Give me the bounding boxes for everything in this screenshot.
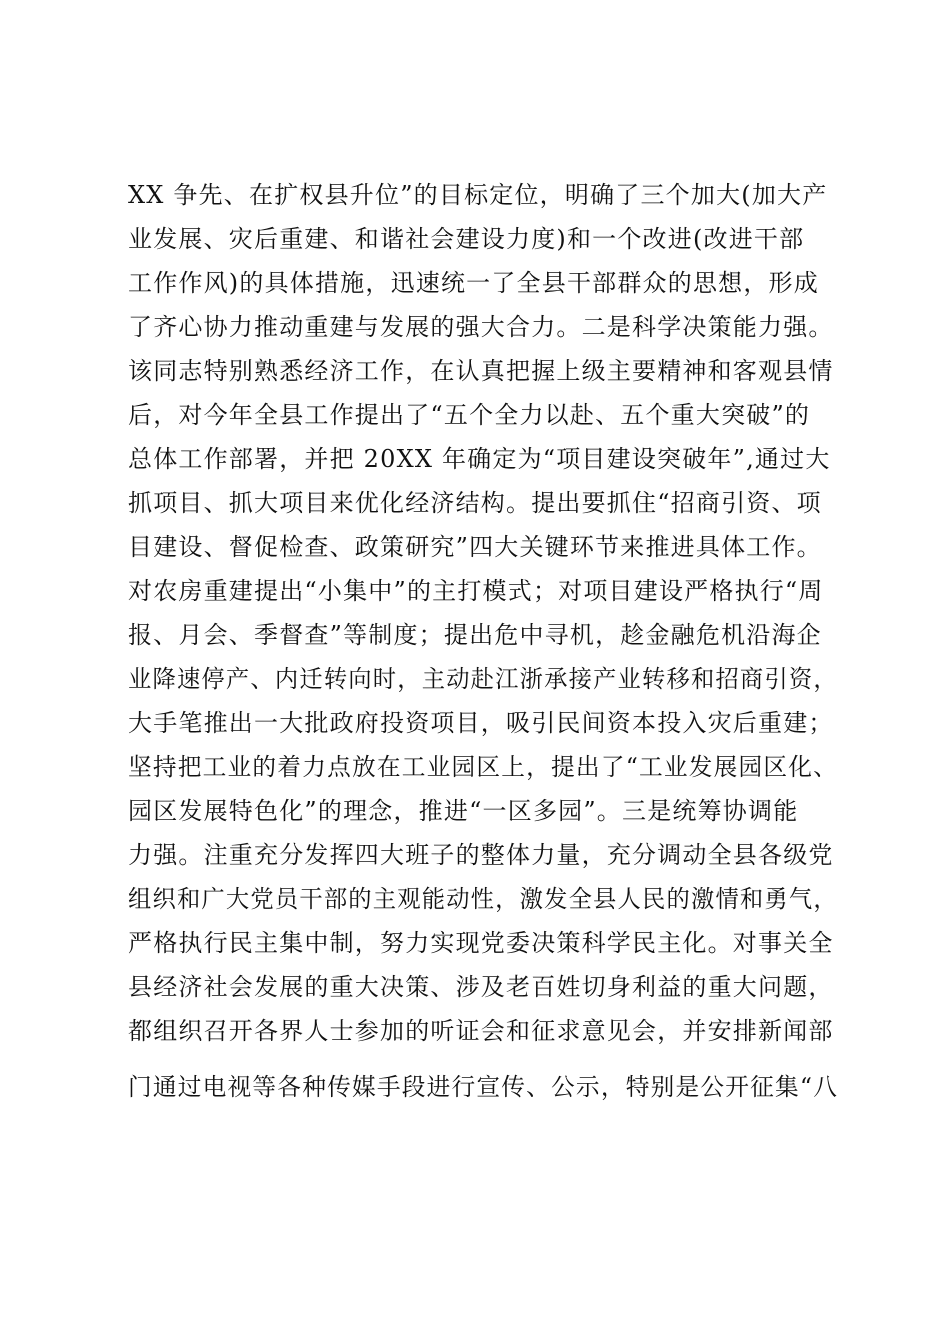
text-line: 报、月会、季督查”等制度；提出危中寻机，趁金融危机沿海企 (128, 621, 822, 649)
text-line: 对农房重建提出“小集中”的主打模式；对项目建设严格执行“周 (128, 577, 824, 605)
text-line: 工作作风)的具体措施，迅速统一了全县干部群众的思想，形成 (128, 269, 819, 297)
text-line: 目建设、督促检查、政策研究”四大关键环节来推进具体工作。 (128, 533, 822, 561)
text-line: 都组织召开各界人士参加的听证会和征求意见会，并安排新闻部 (128, 1017, 834, 1045)
text-line: 严格执行民主集中制，努力实现党委决策科学民主化。对事关全 (128, 929, 834, 957)
text-line: XX 争先、在扩权县升位”的目标定位，明确了三个加大(加大产 (128, 181, 828, 209)
text-line: 后，对今年全县工作提出了“五个全力以赴、五个重大突破”的 (128, 401, 811, 429)
text-line: 组织和广大党员干部的主观能动性，激发全县人民的激情和勇气， (128, 885, 838, 913)
text-line: 抓项目、抓大项目来优化经济结构。提出要抓住“招商引资、项 (128, 489, 822, 517)
text-line: 业发展、灾后重建、和谐社会建设力度)和一个改进(改进干部 (128, 225, 805, 253)
text-line: 总体工作部署，并把 20XX 年确定为“项目建设突破年”,通过大 (128, 445, 831, 473)
text-line: 该同志特别熟悉经济工作，在认真把握上级主要精神和客观县情 (128, 357, 834, 385)
text-line: 门通过电视等各种传媒手段进行宣传、公示，特别是公开征集“八 (128, 1073, 839, 1101)
text-line: 业降速停产、内迁转向时，主动赴江浙承接产业转移和招商引资， (128, 665, 838, 693)
text-line: 园区发展特色化”的理念，推进“一区多园”。三是统筹协调能 (128, 797, 799, 825)
text-line: 县经济社会发展的重大决策、涉及老百姓切身利益的重大问题， (128, 973, 834, 1001)
text-line: 力强。注重充分发挥四大班子的整体力量，充分调动全县各级党 (128, 841, 834, 869)
text-line: 了齐心协力推动重建与发展的强大合力。二是科学决策能力强。 (128, 313, 834, 341)
text-line: 坚持把工业的着力点放在工业园区上，提出了“工业发展园区化、 (128, 753, 839, 781)
text-line: 大手笔推出一大批政府投资项目，吸引民间资本投入灾后重建； (128, 709, 834, 737)
